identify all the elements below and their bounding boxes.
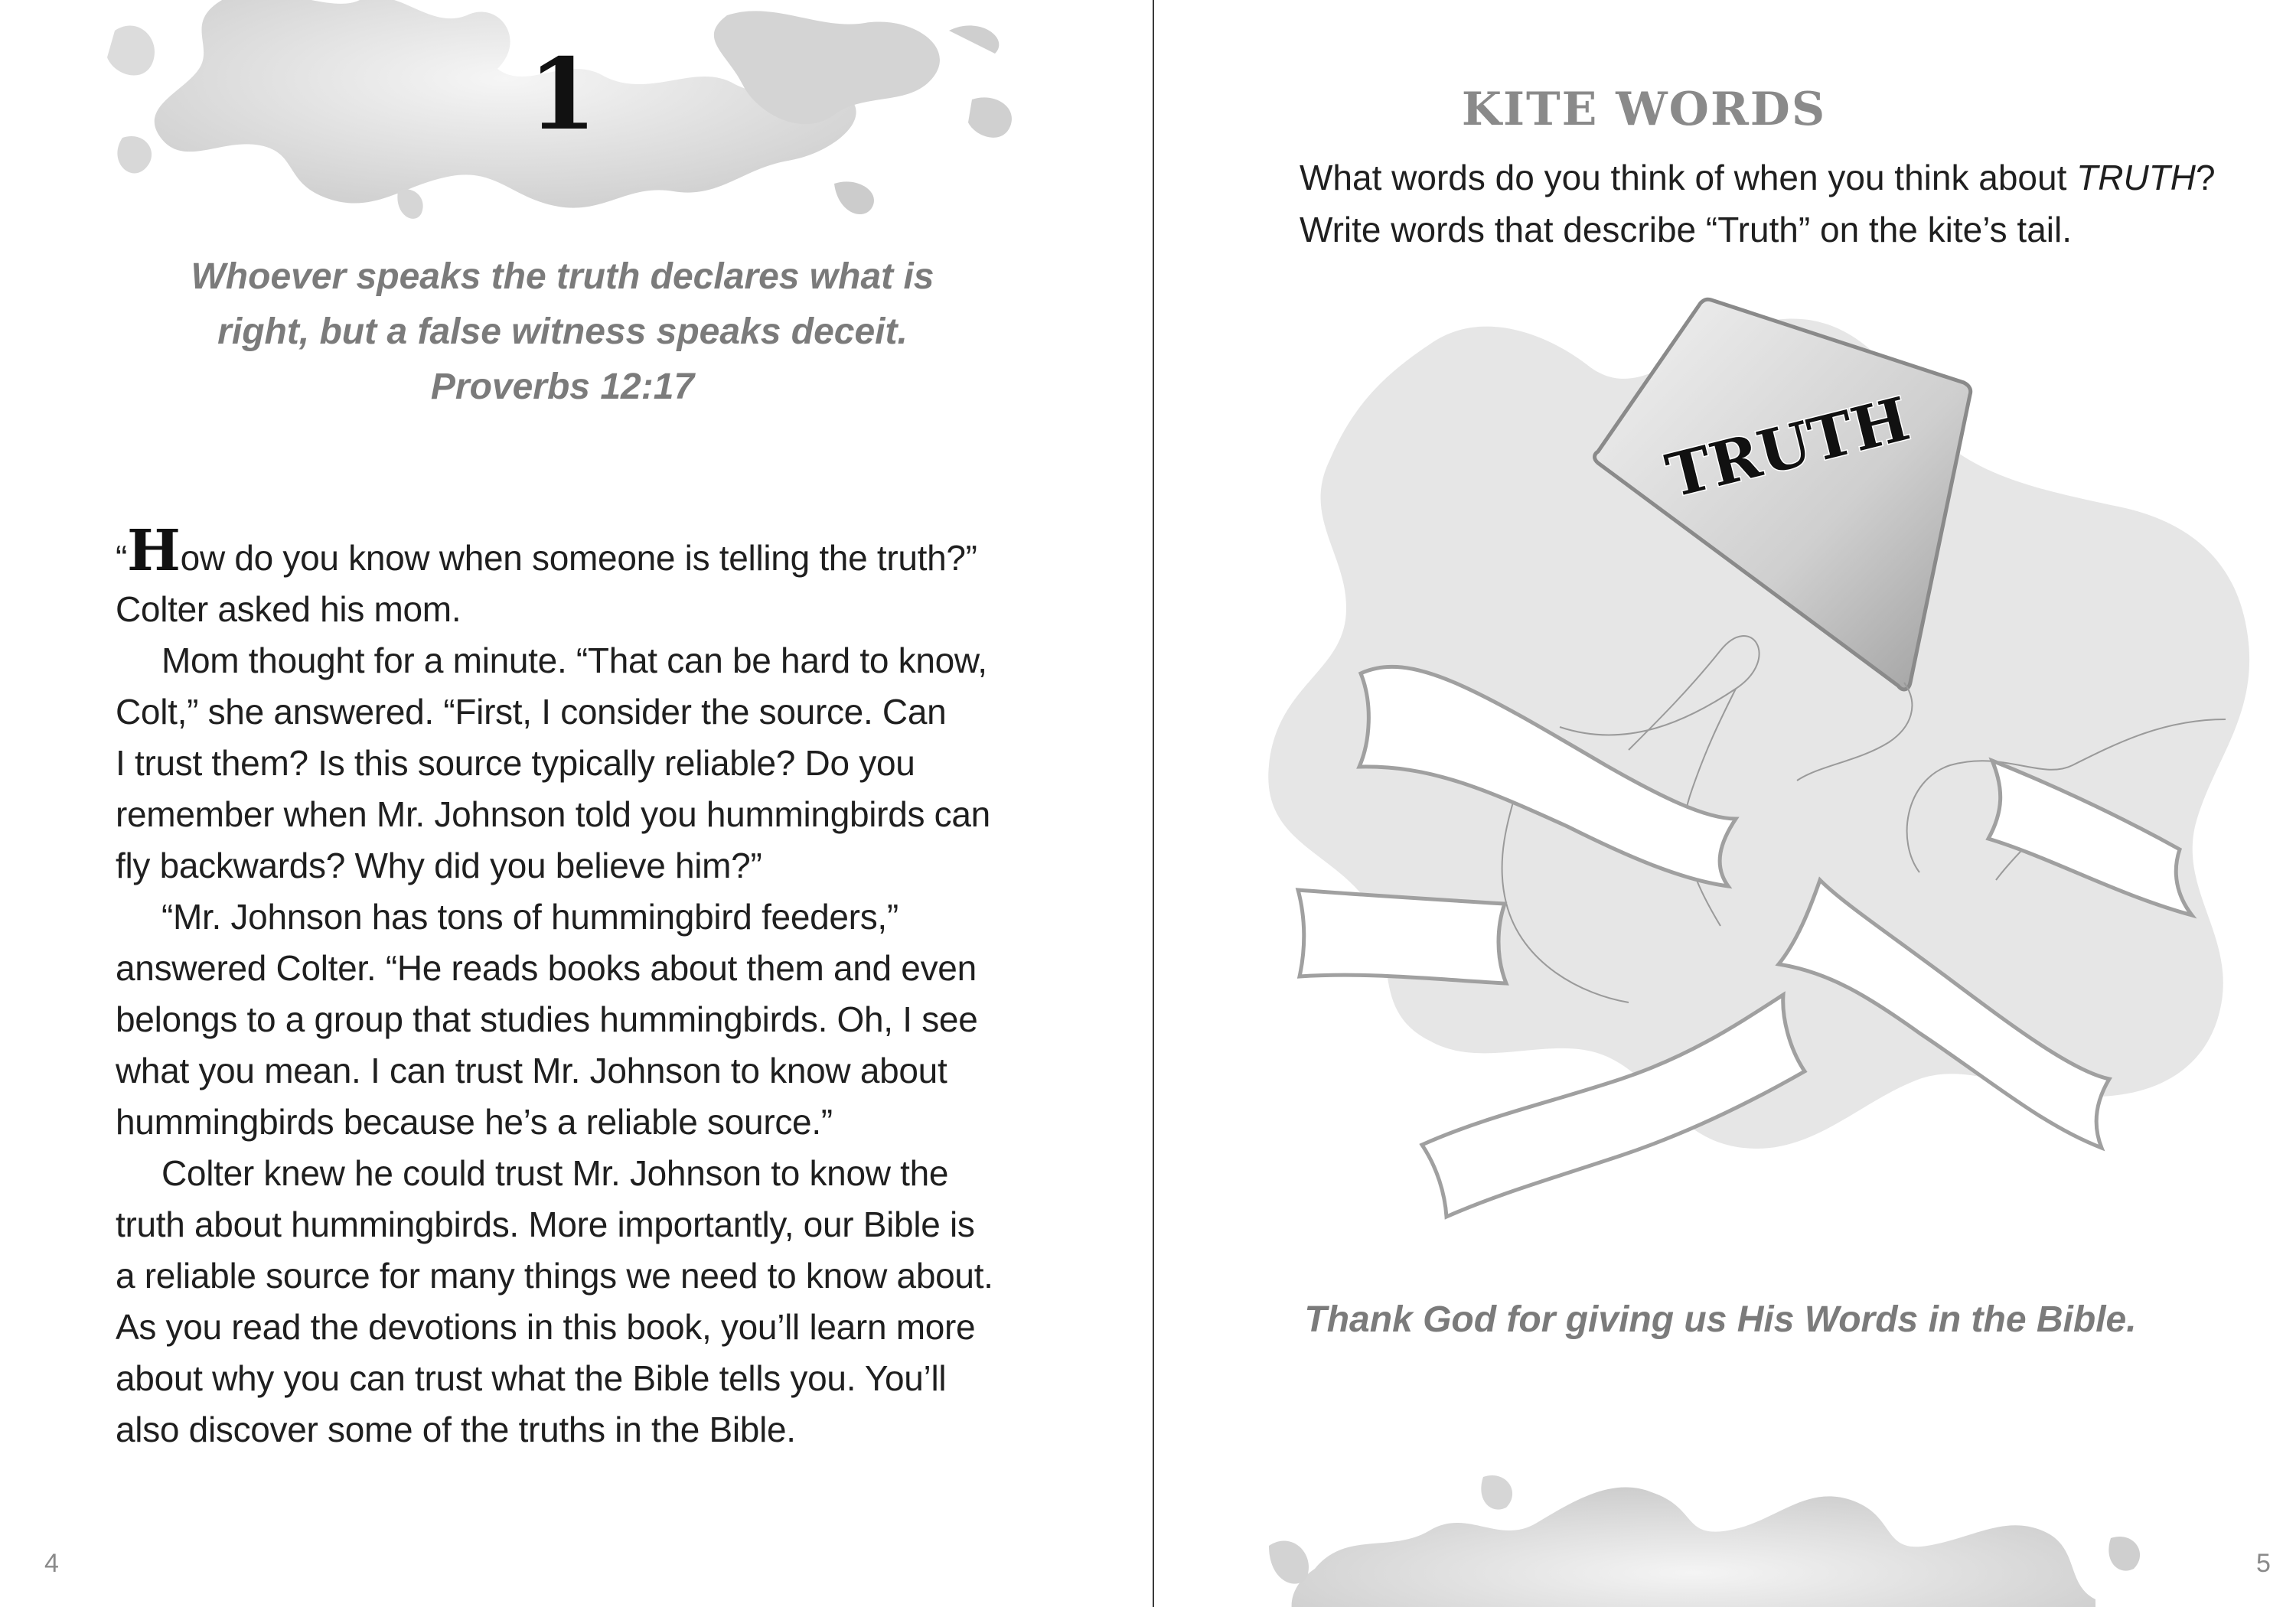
story-line: Colter knew he could trust Mr. Johnson to know the xyxy=(161,1153,949,1193)
kite-illustration xyxy=(1231,291,2294,1247)
instruction-line: Write words that describe “Truth” on the kite’s tail. xyxy=(1300,210,2072,249)
drop-cap: H xyxy=(127,518,181,584)
ink-splash-decoration xyxy=(1254,1446,2157,1607)
instruction-text: What words do you think of when you think about xyxy=(1300,158,2077,197)
activity-instructions xyxy=(1300,152,2264,256)
opening-quote: “ xyxy=(116,538,128,578)
tail-ribbon xyxy=(1298,890,1506,983)
devotion-story xyxy=(116,518,1034,1455)
story-line: fly backwards? Why did you believe him?” xyxy=(116,846,762,885)
story-line: Mom thought for a minute. “That can be hard to know, xyxy=(161,641,987,680)
instruction-text: ? xyxy=(2196,158,2216,197)
story-line: Colter asked his mom. xyxy=(116,589,461,629)
activity-title: KITE WORDS xyxy=(1461,83,1827,136)
story-line: answered Colter. “He reads books about them and even xyxy=(116,948,977,988)
instruction-line xyxy=(1300,152,2264,204)
story-line: belongs to a group that studies hummingbirds. Oh, I see xyxy=(116,999,978,1039)
story-line: hummingbirds because he’s a reliable source.” xyxy=(116,1102,833,1142)
verse-line: right, but a false witness speaks deceit. xyxy=(217,311,908,352)
scripture-verse xyxy=(161,249,964,415)
story-line: also discover some of the truths in the Bible. xyxy=(116,1410,796,1449)
closing-prayer: Thank God for giving us His Words in the Bible. xyxy=(1304,1299,2137,1340)
story-line: “Mr. Johnson has tons of hummingbird feeders,” xyxy=(161,897,899,937)
right-page xyxy=(1154,0,2296,1607)
story-line-text: ow do you know when someone is telling the truth?” xyxy=(180,538,977,578)
story-line xyxy=(116,518,1034,584)
story-line: a reliable source for many things we need to know about. xyxy=(116,1256,993,1296)
story-line: As you read the devotions in this book, you’ll learn more xyxy=(116,1307,976,1347)
story-line: remember when Mr. Johnson told you hummingbirds can xyxy=(116,794,990,834)
story-line: I trust them? Is this source typically reliable? Do you xyxy=(116,743,915,783)
page-number: 4 xyxy=(44,1549,59,1578)
story-line: about why you can trust what the Bible tells you. You’ll xyxy=(116,1358,947,1398)
story-line: Colt,” she answered. “First, I consider the source. Can xyxy=(116,692,947,732)
kite-label: TRUTH xyxy=(1659,384,1916,512)
chapter-number: 1 xyxy=(528,37,597,152)
story-line: truth about hummingbirds. More importantly, our Bible is xyxy=(116,1204,975,1244)
story-line: what you mean. I can trust Mr. Johnson to know about xyxy=(116,1051,947,1090)
instruction-emphasis: TRUTH xyxy=(2076,158,2197,197)
verse-reference: Proverbs 12:17 xyxy=(430,367,695,407)
verse-line: Whoever speaks the truth declares what is xyxy=(191,256,934,297)
page-number: 5 xyxy=(2256,1549,2271,1578)
